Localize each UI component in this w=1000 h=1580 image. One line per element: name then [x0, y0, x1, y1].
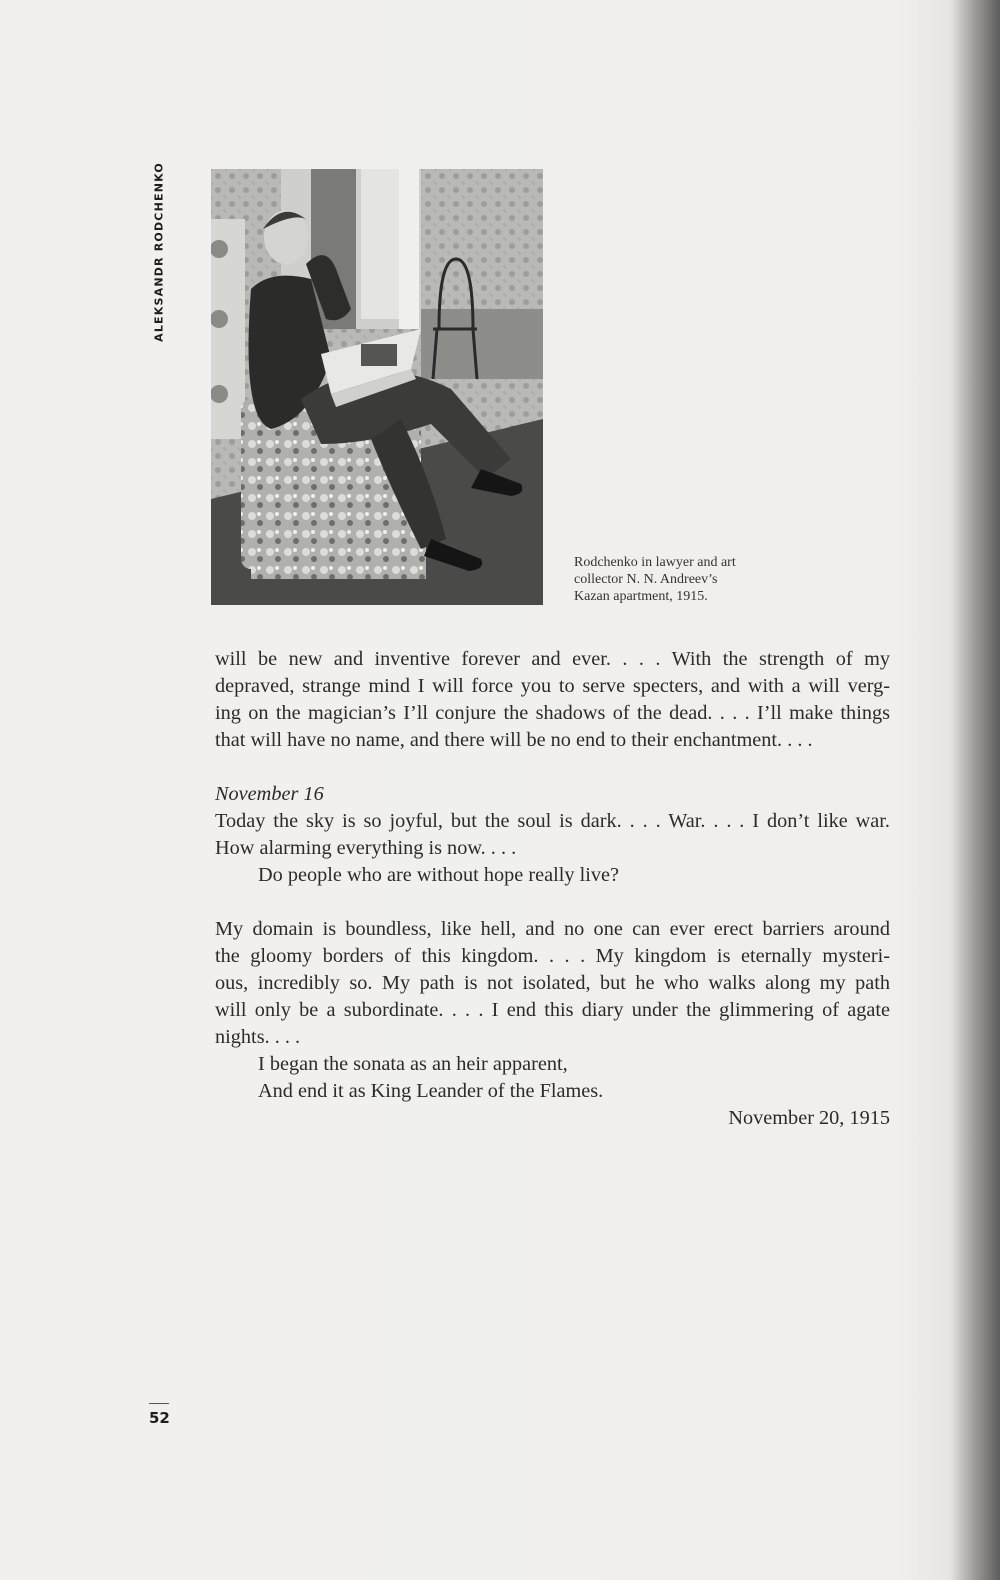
text-line: How alarming everything is now. . . . — [215, 837, 517, 859]
caption-line: Kazan apartment, 1915. — [574, 589, 708, 604]
text-line: ous, incredibly so. My path is not isolated, but he who walks along my path — [215, 972, 890, 994]
page-number: 52 — [149, 1403, 169, 1427]
text-line: ing on the magician’s I’ll conjure the shadows of the dead. . . . I’ll make things — [215, 702, 890, 724]
photo-caption — [574, 554, 804, 605]
text-line: My domain is boundless, like hell, and no one can ever erect barriers around — [215, 918, 890, 940]
text-line: Today the sky is so joyful, but the soul is dark. . . . War. . . . I don’t like war. — [215, 810, 890, 832]
text-line: will only be a subordinate. . . . I end this diary under the glimmering of agate — [215, 999, 890, 1021]
photograph-rodchenko-reading — [211, 169, 543, 605]
text-line: nights. . . . — [215, 1026, 301, 1048]
text-line: depraved, strange mind I will force you to serve specters, and with a will verg- — [215, 675, 890, 697]
closing-paragraph — [215, 916, 890, 1132]
entry-date: November 16 — [215, 783, 324, 805]
signoff-date: November 20, 1915 — [728, 1107, 890, 1129]
diary-entry-november-16 — [215, 781, 890, 889]
caption-line: collector N. N. Andreev’s — [574, 572, 718, 587]
paragraph-continuation — [215, 646, 890, 754]
text-line: the gloomy borders of this kingdom. . . . My kingdom is eternally mysteri- — [215, 945, 890, 967]
verse-line: I began the sonata as an heir apparent, — [258, 1053, 568, 1075]
text-line: that will have no name, and there will be no end to their enchantment. . . . — [215, 729, 813, 751]
running-head-text: ALEKSANDR RODCHENKO — [152, 162, 166, 342]
caption-line: Rodchenko in lawyer and art — [574, 555, 736, 570]
verse-line: And end it as King Leander of the Flames. — [258, 1080, 604, 1102]
text-line: will be new and inventive forever and ever. . . . With the strength of my — [215, 648, 890, 670]
text-line: Do people who are without hope really live? — [258, 864, 620, 886]
running-head — [149, 162, 169, 342]
